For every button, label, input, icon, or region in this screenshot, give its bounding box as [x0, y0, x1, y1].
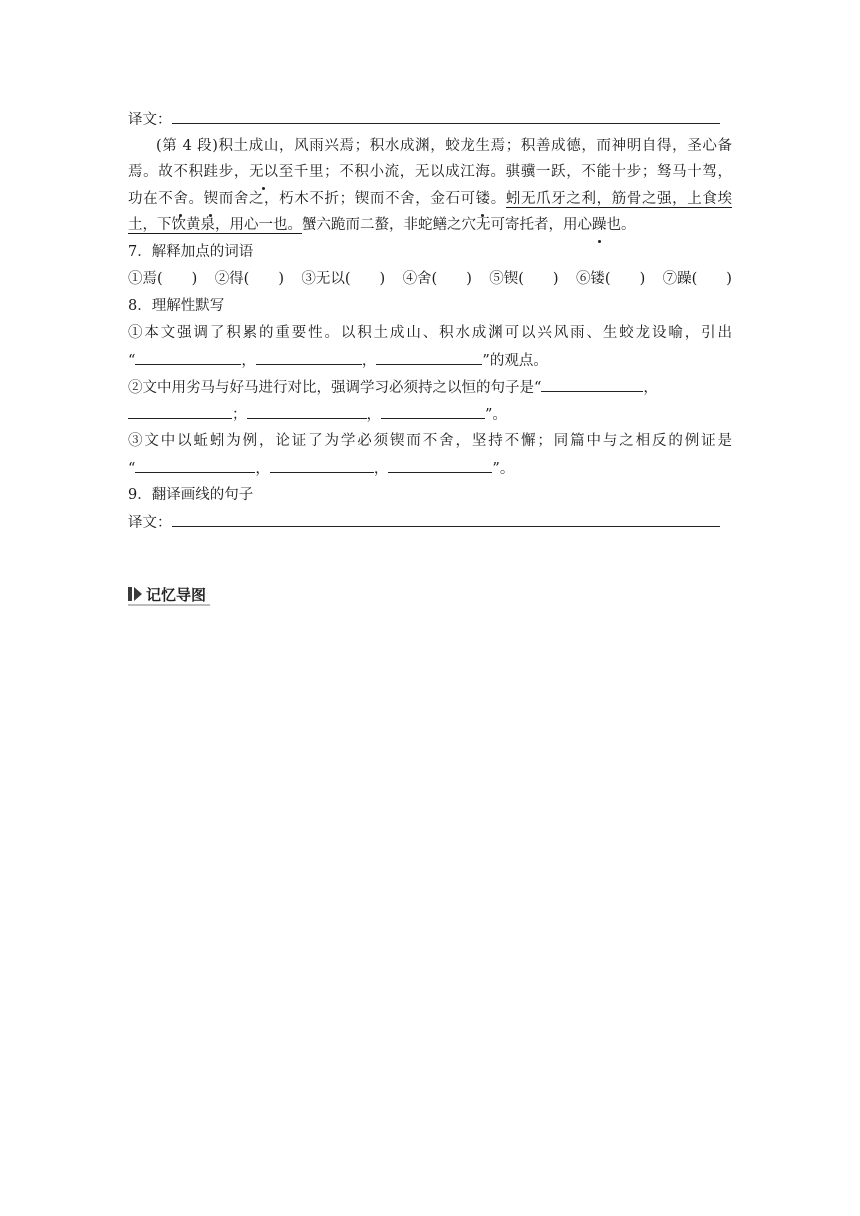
q7-option[interactable]: ②得( ) [214, 271, 285, 287]
header-underline [128, 604, 210, 606]
fill-blank[interactable] [541, 374, 643, 392]
underlined-sentence: 土，下饮黄泉，用心一也。 [128, 217, 302, 233]
q7-title: 7．解释加点的词语 [128, 244, 254, 260]
fill-blank[interactable] [256, 347, 362, 365]
translation-label: 译文： [128, 112, 172, 128]
fill-blank[interactable] [388, 455, 492, 473]
fill-blank[interactable] [247, 401, 367, 419]
top-translation-line [128, 106, 732, 132]
q8-part2-line1: ②文中用劣马与好马进行对比，强调学习必须持之以恒的句子是“ ， [128, 374, 732, 400]
passage-line-1: (第 4 段)积土成山，风雨兴焉；积水成渊，蛟龙生焉；积善成德，而神明自得，圣心备 [156, 138, 732, 154]
q8-part1-line2: “ ， ， ”的观点。 [128, 347, 732, 373]
q7-option[interactable]: ④舍( ) [402, 271, 472, 287]
q7-option[interactable]: ③无以( ) [301, 271, 386, 287]
dotted-word: 锲 [204, 186, 219, 212]
q7-option[interactable]: ⑥镂( ) [575, 271, 646, 287]
translation-answer-blank[interactable] [172, 106, 720, 124]
q8-part3-line2: “ ， ， ”。 [128, 455, 732, 481]
fill-blank[interactable] [135, 347, 241, 365]
fill-blank[interactable] [128, 401, 232, 419]
passage-line-2: 焉。故不积跬步，无以至千里；不积小流，无以成江海。骐骥一跃，不能十步；驽马十驾， [128, 159, 732, 185]
q8-part3-line1: ③文中以蚯蚓为例，论证了为学必须锲而不舍，坚持不懈；同篇中与之相反的例证是 [128, 433, 732, 449]
q7-options [128, 266, 732, 292]
dotted-word: 舍 [173, 186, 188, 212]
memory-map-title: 记忆导图 [146, 585, 207, 604]
dotted-word: 躁 [592, 212, 607, 238]
passage-line-4: 土，下饮黄泉，用心一也。蟹六跪而二螯，非蛇鳝之穴无可寄托者，用心躁也。 [128, 212, 732, 238]
fill-blank[interactable] [376, 347, 482, 365]
q7-option[interactable]: ①焉( ) [128, 271, 198, 287]
q7-option[interactable]: ⑤锲( ) [489, 271, 559, 287]
section-marker-icon [128, 586, 144, 602]
fill-blank[interactable] [381, 401, 485, 419]
passage-line-3: 功在不舍。锲而舍之，朽木不折；锲而不舍，金石可镂。蚓无爪牙之利，筋骨之强，上食埃 [128, 186, 732, 212]
translation-label: 译文： [128, 515, 172, 531]
fill-blank[interactable] [270, 455, 374, 473]
q8-title: 8．理解性默写 [128, 298, 225, 314]
memory-map-header [128, 584, 210, 604]
dotted-word: 无以 [249, 159, 278, 185]
q9-translation-line [128, 509, 732, 535]
q7-option[interactable]: ⑦躁( ) [662, 271, 732, 287]
underlined-sentence: 蚓无爪牙之利，筋骨之强，上食埃 [505, 191, 733, 207]
q8-part2-line2: ； ， ”。 [128, 401, 732, 427]
q8-part1-line1: ①本文强调了积累的重要性。以积土成山、积水成渊可以兴风雨、生蛟龙设喻，引出 [128, 325, 732, 341]
paragraph-label: (第 4 段) [156, 138, 218, 154]
fill-blank[interactable] [135, 455, 255, 473]
translation-answer-blank[interactable] [172, 509, 720, 527]
q9-title: 9．翻译画线的句子 [128, 487, 254, 503]
dotted-word: 镂 [476, 186, 491, 212]
